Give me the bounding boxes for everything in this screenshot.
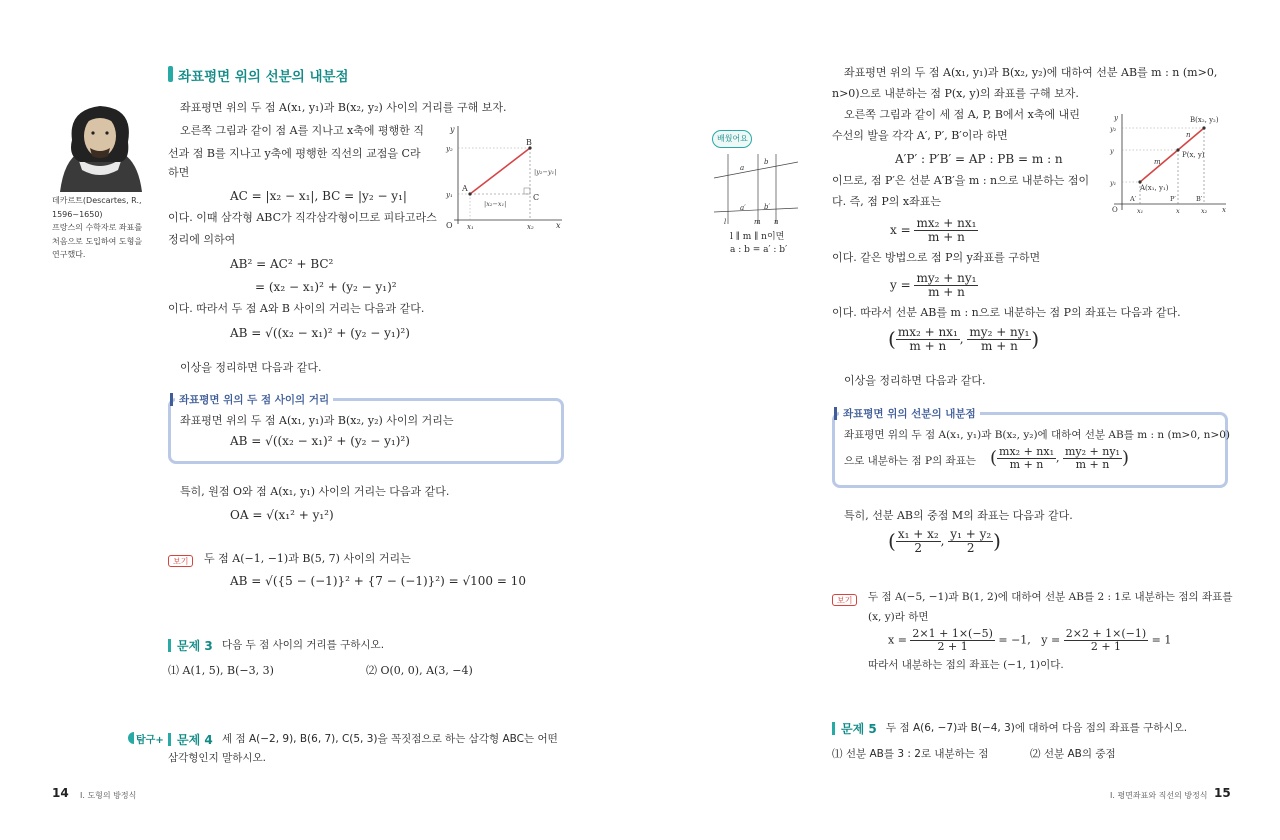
right-intro-line2: n>0)으로 내분하는 점 P(x, y)의 좌표를 구해 보자.	[832, 87, 1079, 100]
eq-y-coordinate	[890, 272, 978, 299]
svg-text:n: n	[1186, 131, 1191, 139]
svg-text:y₂: y₂	[1110, 125, 1117, 133]
learned-bubble-text: 배웠어요	[717, 134, 748, 143]
svg-text:y: y	[450, 125, 455, 134]
example-x-result: = −1,	[998, 633, 1031, 647]
example-y-denominator: 2 + 1	[1090, 640, 1122, 654]
svg-text:a: a	[740, 164, 745, 172]
page-number-left: 14	[52, 786, 69, 800]
svg-text:P(x, y): P(x, y)	[1182, 151, 1205, 159]
eq-p-y-denominator: m + n	[981, 339, 1018, 354]
eq-x-numerator: mx₂ + nx₁	[916, 216, 977, 230]
svg-text:x: x	[556, 221, 561, 230]
example-y-result: = 1	[1151, 633, 1172, 647]
para1-line2: 선과 점 B를 지나고 y축에 평행한 직선의 교점을 C라	[168, 147, 421, 160]
svg-text:b: b	[764, 158, 769, 166]
example-x-denominator: 2 + 1	[937, 640, 968, 654]
box2-x-denominator: m + n	[1009, 458, 1044, 472]
svg-text:m: m	[754, 218, 761, 226]
eq-ac-bc: AC = |x₂ − x₁|, BC = |y₂ − y₁|	[230, 189, 407, 203]
caption-name: 데카르트(Descartes, R.,	[52, 196, 142, 205]
eq-point-p: ( $\frac{\text{mx₂ + nx₁}}{m + n}$ , $\frac{\text{my₂ + ny₁}}{m + n}$ )	[888, 325, 1040, 354]
eq-x-fraction	[914, 217, 978, 244]
eq-ab-squared: AB² = AC² + BC²	[230, 257, 334, 271]
svg-text:y₁: y₁	[1110, 179, 1117, 187]
eq-x-coordinate	[890, 217, 978, 244]
svg-text:A: A	[462, 184, 468, 193]
caption-line-2: 처음으로 도입하여 도형을	[52, 236, 143, 246]
problem3-item1: ⑴ A(1, 5), B(−3, 3)	[168, 664, 274, 677]
problem5-item1: ⑴ 선분 AB를 3 : 2로 내분하는 점	[832, 748, 989, 760]
eq-y-denominator: m + n	[928, 285, 965, 300]
example-right-equation: x = $\frac{2\times 1 + 1\times(-5)}{2 + 1}$ = −1, y = $\frac{2\times 2 + 1\times(-1)}{2 + 1}$ = 1	[888, 627, 1172, 654]
summary-intro-right: 이상을 정리하면 다음과 같다.	[844, 374, 986, 387]
problem4-marker	[168, 733, 171, 746]
midpoint-x-numerator: x₁ + x₂	[897, 527, 939, 541]
para3-text: 이다. 따라서 두 점 A와 B 사이의 거리는 다음과 같다.	[168, 302, 425, 315]
box2-y-denominator: m + n	[1075, 458, 1110, 472]
example-x-numerator: 2×1 + 1×(−5)	[912, 627, 993, 640]
svg-text:B: B	[526, 138, 532, 147]
midpoint-y-numerator: y₁ + y₂	[950, 527, 992, 541]
margin-caption-2: a : b = a′ : b′	[730, 245, 788, 255]
eq-p-x-denominator: m + n	[909, 339, 947, 354]
svg-text:y₁: y₁	[446, 191, 453, 199]
box2-equation: ( $\frac{\text{mx₂ + nx₁}}{m + n}$ , $\frac{\text{my₂ + ny₁}}{m + n}$ )	[990, 445, 1129, 472]
problem5-marker	[832, 722, 835, 735]
special-case-text: 특히, 원점 O와 점 A(x₁, y₁) 사이의 거리는 다음과 같다.	[180, 485, 450, 498]
para1-line1: 오른쪽 그림과 같이 점 A를 지나고 x축에 평행한 직	[180, 124, 425, 137]
eq-p-y-numerator: my₂ + ny₁	[969, 325, 1030, 339]
division-diagram	[1104, 110, 1234, 216]
box1-text: 좌표평면 위의 두 점 A(x₁, y₁)과 B(x₂, y₂) 사이의 거리는	[180, 414, 454, 427]
eq-y-lhs: y =	[890, 278, 911, 293]
svg-text:x: x	[1176, 207, 1180, 215]
learned-bubble	[712, 130, 752, 148]
eq-midpoint: ( $\frac{\text{x₁ + x₂}}{2}$ , $\frac{\text{y₁ + y₂}}{2}$ )	[888, 527, 1001, 556]
svg-text:n: n	[774, 218, 779, 226]
box2-title-marker	[834, 407, 837, 420]
midpoint-y-fraction	[948, 528, 993, 555]
tamgu-badge	[128, 731, 162, 745]
svg-text:A′: A′	[1130, 195, 1137, 203]
svg-text:B′: B′	[1196, 195, 1203, 203]
box2-line2: 으로 내분하는 점 P의 좌표는	[844, 455, 976, 467]
right-para2-line1: 이므로, 점 P′은 선분 A′B′을 m : n으로 내분하는 점이	[832, 174, 1090, 187]
problem4-line2: 삼각형인지 말하시오.	[168, 752, 266, 764]
eq-x-denominator: m + n	[928, 230, 965, 245]
problem3-marker	[168, 639, 171, 652]
box1-equation: AB = √((x₂ − x₁)² + (y₂ − y₁)²)	[230, 434, 410, 448]
parallel-lines-diagram	[712, 150, 802, 230]
summary-intro-left: 이상을 정리하면 다음과 같다.	[180, 361, 322, 374]
svg-text:|y₂−y₁|: |y₂−y₁|	[534, 168, 557, 176]
section-title-left: 좌표평면 위의 선분의 내분점	[178, 69, 349, 85]
portrait-caption	[52, 194, 148, 262]
svg-text:P′: P′	[1170, 195, 1176, 203]
right-intro-line1: 좌표평면 위의 두 점 A(x₁, y₁)과 B(x₂, y₂)에 대하여 선분 AB를 m : n (m>0,	[844, 66, 1218, 79]
svg-text:y: y	[1110, 147, 1114, 155]
eq-p-x-fraction	[896, 326, 960, 353]
footer-right: Ⅰ. 평면좌표와 직선의 방정식	[1110, 791, 1208, 800]
eq-p-y-fraction	[967, 326, 1031, 353]
box1-title-marker	[170, 393, 173, 406]
problem5-text: 두 점 A(6, −7)과 B(−4, 3)에 대하여 다음 점의 좌표를 구하시오.	[886, 722, 1188, 734]
page-number-right: 15	[1214, 786, 1231, 800]
svg-text:y₂: y₂	[446, 145, 453, 153]
svg-text:A(x₁, y₁): A(x₁, y₁)	[1140, 184, 1169, 192]
problem5-item2: ⑵ 선분 AB의 중점	[1030, 748, 1116, 760]
svg-text:b′: b′	[764, 203, 771, 211]
svg-text:O: O	[1112, 206, 1118, 214]
right-para1-line2: 수선의 발을 각각 A′, P′, B′이라 하면	[832, 129, 1008, 142]
box2-title: 좌표평면 위의 선분의 내분점	[839, 406, 980, 421]
svg-text:x₁: x₁	[1137, 207, 1144, 215]
eq-ratio: A′P′ : P′B′ = AP : PB = m : n	[895, 152, 1063, 166]
svg-text:C: C	[533, 193, 540, 202]
box2-x-fraction	[997, 446, 1056, 471]
example-y-numerator: 2×2 + 1×(−1)	[1065, 627, 1147, 640]
problem4-line1: 세 점 A(−2, 9), B(6, 7), C(5, 3)을 꼭짓점으로 하는 삼각형 ABC는 어떤	[222, 733, 558, 745]
eq-oa-distance: OA = √(x₁² + y₁²)	[230, 508, 334, 522]
svg-text:y: y	[1114, 114, 1118, 122]
example-right-line2: (x, y)라 하면	[868, 611, 929, 623]
eq-x-lhs: x =	[890, 223, 911, 238]
svg-text:x₁: x₁	[467, 223, 474, 230]
svg-text:B(x₂, y₂): B(x₂, y₂)	[1190, 116, 1219, 124]
example-equation-left: AB = √({5 − (−1)}² + {7 − (−1)}²) = √100 = 10	[230, 574, 526, 588]
para1-line3: 하면	[168, 166, 190, 179]
right-para3: 이다. 같은 방법으로 점 P의 y좌표를 구하면	[832, 251, 1041, 264]
midpoint-y-denominator: 2	[966, 541, 975, 556]
distance-formula-box	[168, 398, 564, 464]
right-para2-line2: 다. 즉, 점 P의 x좌표는	[832, 195, 941, 208]
svg-text:a′: a′	[740, 204, 746, 212]
box2-line1: 좌표평면 위의 두 점 A(x₁, y₁)과 B(x₂, y₂)에 대하여 선분 AB를 m : n (m>0, n>0)	[844, 429, 1231, 441]
eq-p-x-numerator: mx₂ + nx₁	[897, 325, 958, 339]
tamgu-label: 탐구+	[136, 735, 164, 746]
box2-y-numerator: my₂ + ny₁	[1064, 445, 1120, 458]
footer-left: Ⅰ. 도형의 방정식	[80, 791, 137, 800]
right-special-text: 특히, 선분 AB의 중점 M의 좌표는 다음과 같다.	[844, 509, 1073, 522]
right-para1-line1: 오른쪽 그림과 같이 세 점 A, P, B에서 x축에 내린	[844, 108, 1080, 121]
example-badge-right: 보기	[832, 594, 857, 606]
section-marker-left	[168, 66, 173, 82]
margin-caption-1: l ∥ m ∥ n이면	[730, 232, 785, 242]
example-text-left: 두 점 A(−1, −1)과 B(5, 7) 사이의 거리는	[204, 552, 411, 565]
example-y-fraction	[1064, 628, 1148, 653]
caption-years: 1596~1650)	[52, 209, 103, 219]
example-right-line1: 두 점 A(−5, −1)과 B(1, 2)에 대하여 선분 AB를 2 : 1로 내분하는 점의 좌표를	[868, 591, 1233, 603]
svg-text:l: l	[724, 218, 727, 226]
svg-text:O: O	[446, 221, 453, 230]
right-para4: 이다. 따라서 선분 AB를 m : n으로 내분하는 점 P의 좌표는 다음과 같다.	[832, 306, 1181, 319]
box1-title: 좌표평면 위의 두 점 사이의 거리	[175, 392, 333, 407]
eq-ab-distance: AB = √((x₂ − x₁)² + (y₂ − y₁)²)	[230, 326, 410, 340]
problem4-label: 문제 4	[177, 733, 213, 747]
problem5-label: 문제 5	[841, 722, 877, 736]
problem3-item2: ⑵ O(0, 0), A(3, −4)	[366, 664, 473, 677]
svg-text:x: x	[1222, 206, 1226, 214]
svg-text:|x₂−x₁|: |x₂−x₁|	[484, 200, 507, 208]
svg-text:m: m	[1154, 158, 1161, 166]
para2-line1: 이다. 이때 삼각형 ABC가 직각삼각형이므로 피타고라스	[168, 211, 437, 224]
box2-x-numerator: mx₂ + nx₁	[999, 445, 1054, 458]
midpoint-x-fraction	[896, 528, 941, 555]
eq-y-fraction	[914, 272, 978, 299]
para2-line2: 정리에 의하여	[168, 233, 236, 246]
problem3-label: 문제 3	[177, 639, 213, 653]
tamgu-marker-icon	[128, 732, 134, 744]
example-right-conclusion: 따라서 내분하는 점의 좌표는 (−1, 1)이다.	[868, 659, 1064, 671]
example-x-fraction	[910, 628, 994, 653]
example-badge-left: 보기	[168, 555, 193, 567]
box2-y-fraction	[1063, 446, 1122, 471]
midpoint-x-denominator: 2	[914, 541, 923, 556]
problem3-text: 다음 두 점 사이의 거리를 구하시오.	[222, 639, 385, 651]
eq-ab-squared-expanded: = (x₂ − x₁)² + (y₂ − y₁)²	[255, 280, 397, 294]
svg-text:x₂: x₂	[1201, 207, 1208, 215]
caption-line-1: 프랑스의 수학자로 좌표를	[52, 223, 143, 233]
descartes-portrait	[50, 100, 150, 192]
svg-text:x₂: x₂	[527, 223, 534, 230]
distance-diagram	[440, 120, 570, 230]
caption-line-3: 연구했다.	[52, 250, 86, 260]
intro-text: 좌표평면 위의 두 점 A(x₁, y₁)과 B(x₂, y₂) 사이의 거리를 구해 보자.	[180, 101, 507, 114]
eq-y-numerator: my₂ + ny₁	[916, 271, 977, 285]
